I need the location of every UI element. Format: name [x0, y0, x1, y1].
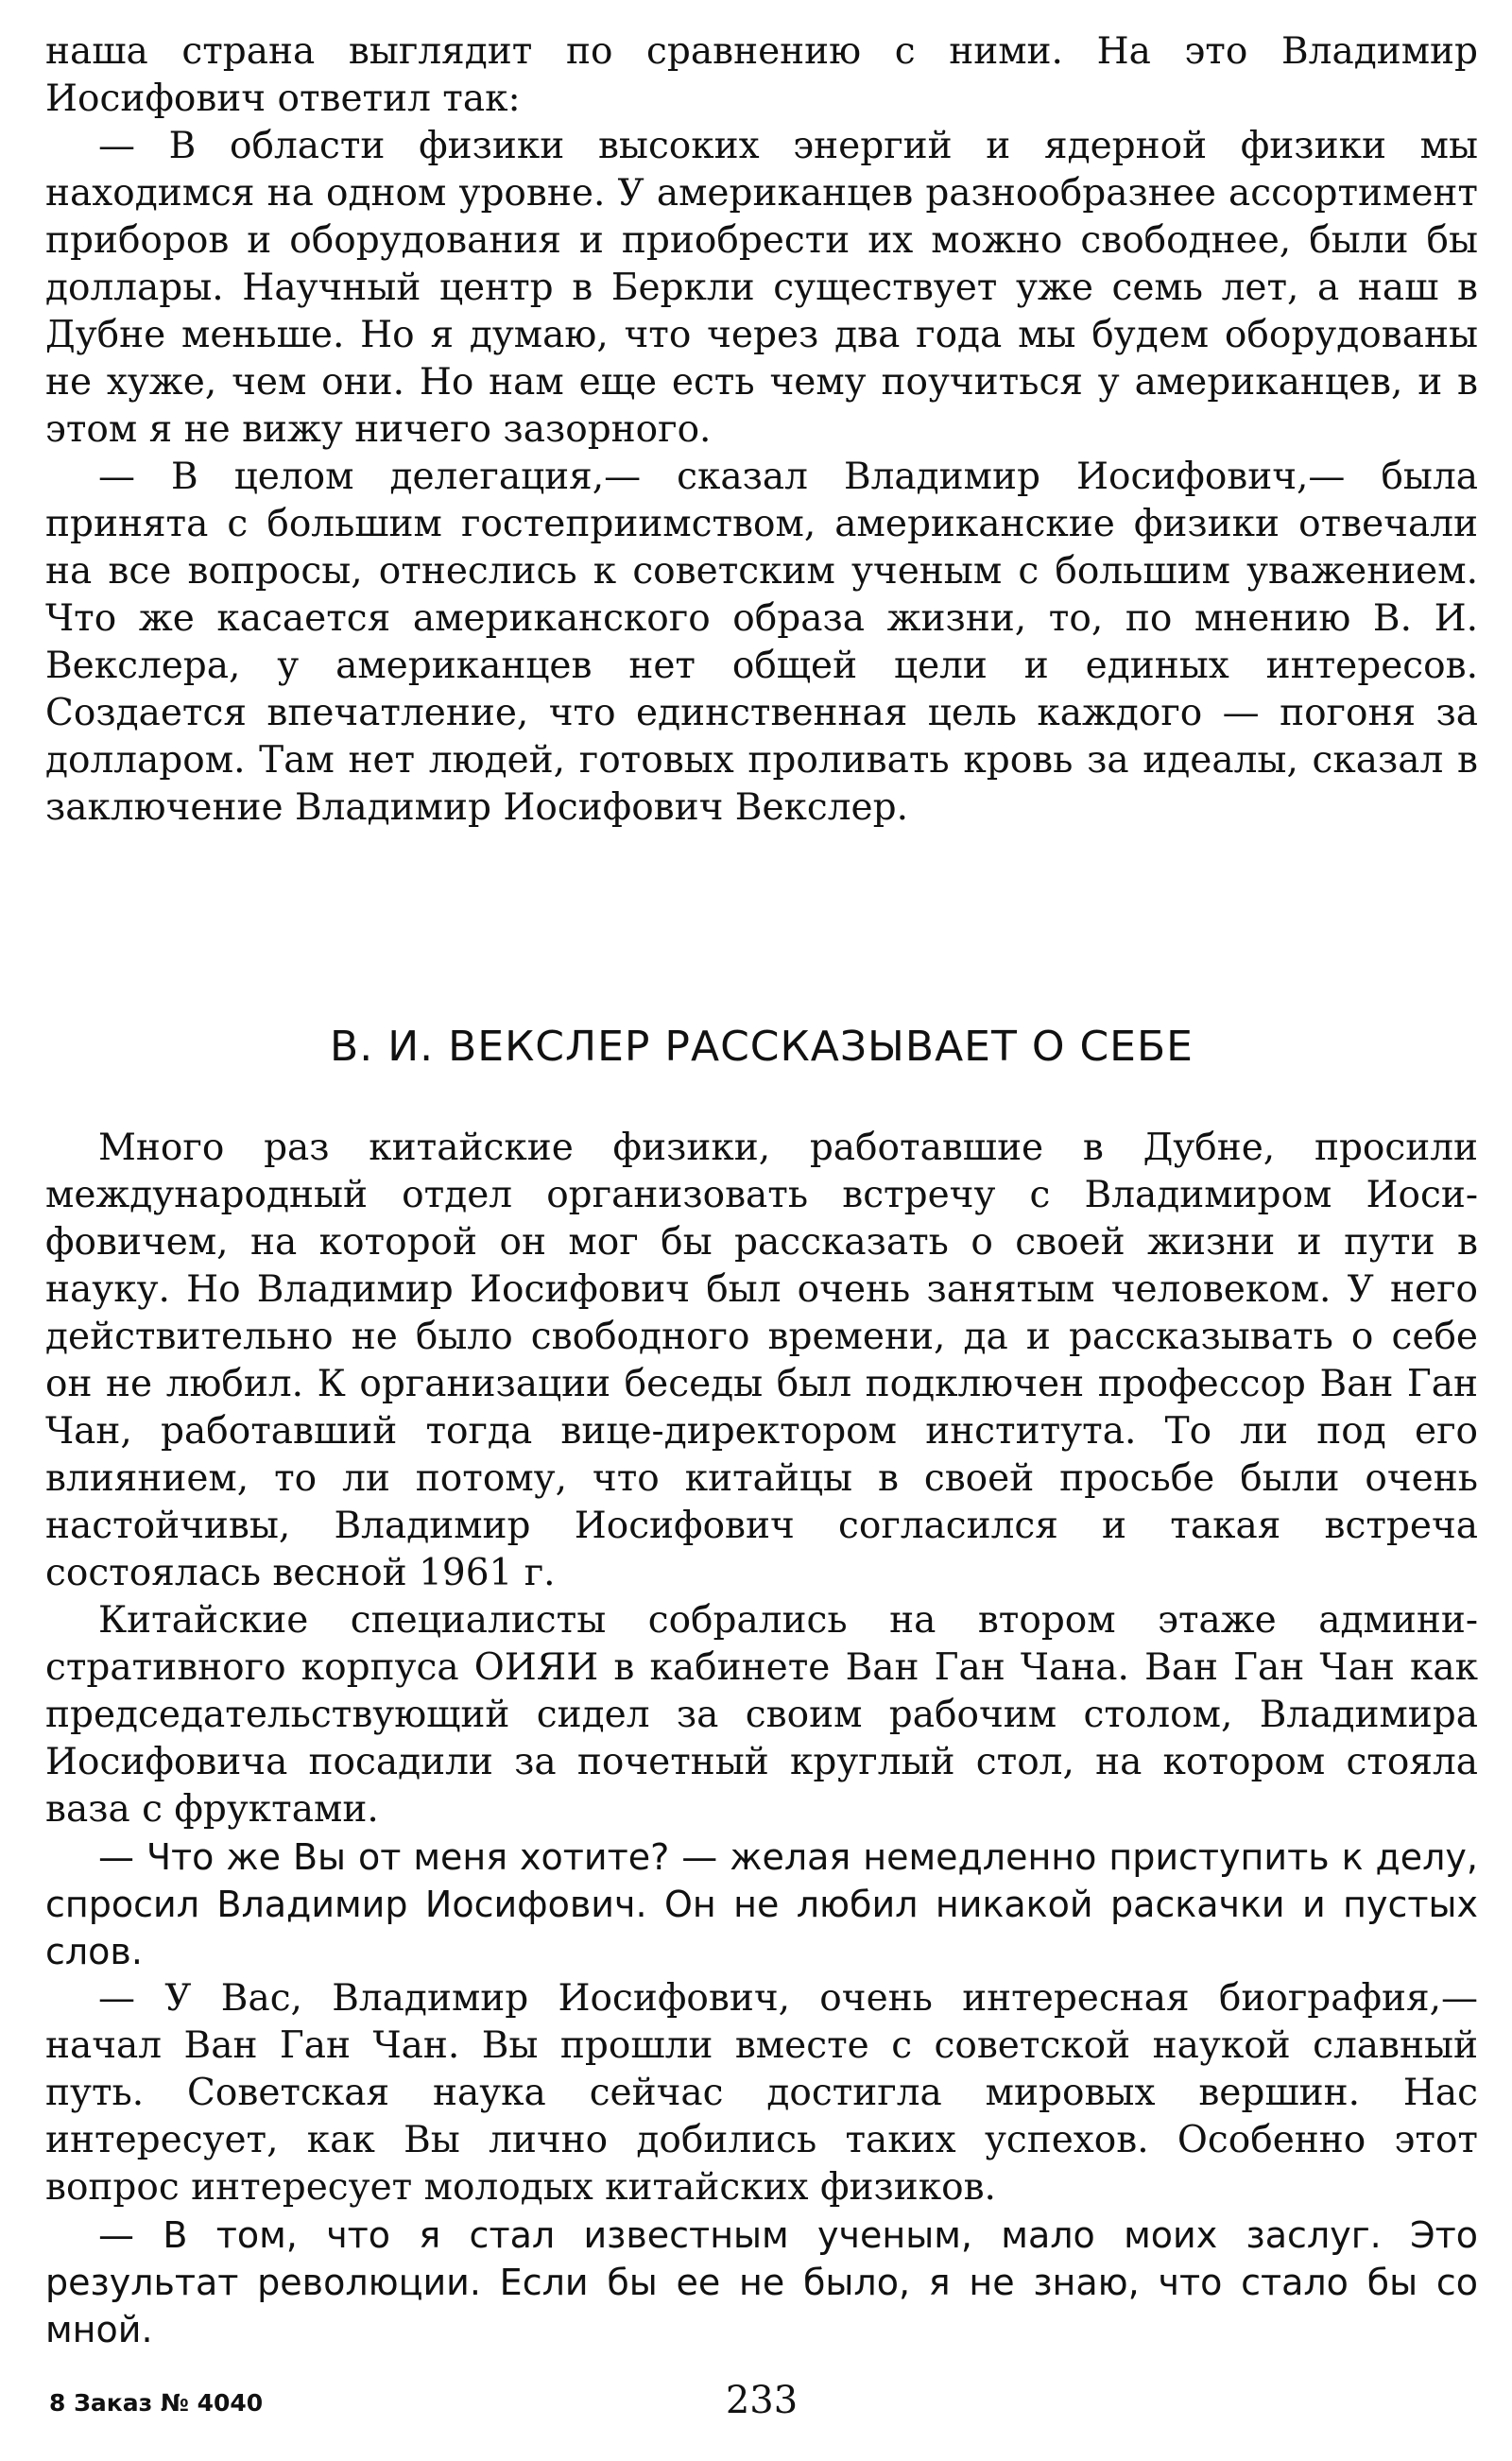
- printer-order-mark: 8 Заказ № 4040: [49, 2389, 264, 2417]
- section-text-block: [45, 1125, 1478, 2353]
- paragraph: — Что же Вы от меня хотите? — желая немедленно приступить к делу, спросил Владимир Иосифович. Он не любил никакой раскачки и пустых слов.: [45, 1836, 1478, 1972]
- continued-text-block: [45, 28, 1478, 832]
- paragraph: наша страна выглядит по сравнению с ними. На это Владимир Иосифович ответил так:: [45, 30, 1478, 120]
- paragraph: — У Вас, Владимир Иосифович, очень интересная биография,— начал Ван Ган Чан. Вы прошли вместе с советской наукой славный путь. Советская наука сейчас достигла мировых вершин. Нас интересует, как Вы лично добились таких успехов. Особенно этот вопрос интересует молодых китайских физиков.: [45, 1977, 1478, 2209]
- section-heading: В. И. ВЕКСЛЕР РАССКАЗЫВАЕТ О СЕБЕ: [330, 1023, 1194, 1071]
- page-number: 233: [725, 2379, 799, 2422]
- book-page: [45, 0, 1478, 2461]
- paragraph: — В области физики высоких энергий и ядерной физики мы находимся на одном уровне. У американцев разнообразнее ассортимент приборов и оборудования и приобрести их можно свободнее, были бы доллары. Научный центр в Беркли существует уже семь лет, а наш в Дубне меньше. Но я думаю, что через два года мы будем оборудованы не хуже, чем они. Но нам еще есть чему поучиться у американцев, и в этом я не вижу ничего зазорного.: [45, 125, 1478, 451]
- paragraph: — В том, что я стал известным ученым, мало моих заслуг. Это результат революции. Если бы ее не было, я не знаю, что стало бы со мной.: [45, 2214, 1478, 2350]
- paragraph: — В целом делегация,— сказал Владимир Иосифович,— была принята с большим гостеприимством, американские физики отвечали на все вопросы, отнеслись к советским ученым с большим уважением. Что же касается американского образа жизни, то, по мнению В. И. Векслера, у американцев нет общей цели и единых интересов. Создается впечатление, что единственная цель каждого — погоня за долларом. Там нет людей, готовых проливать кровь за идеалы, сказал в заключение Владимир Иосифович Векслер.: [45, 456, 1478, 829]
- paragraph: Много раз китайские физики, работавшие в Дубне, просили международный отдел организовать встречу с Владимиром Иосифовичем, на которой он мог бы рассказать о своей жизни и пути в науку. Но Владимир Иосифович был очень занятым человеком. У него действительно не было свободного времени, да и рассказывать о себе он не любил. К организации беседы был подключен профессор Ван Ган Чан, работавший тогда вице-директором института. То ли под его влиянием, то ли потому, что китайцы в своей просьбе были очень настойчивы, Владимир Иосифович согласился и такая встреча состоялась весной 1961 г.: [45, 1127, 1478, 1594]
- paragraph: Китайские специалисты собрались на втором этаже административного корпуса ОИЯИ в кабинете Ван Ган Чана. Ван Ган Чан как председательствующий сидел за своим рабочим столом, Владимира Иосифовича посадили за почетный круглый стол, на котором стояла ваза с фруктами.: [45, 1599, 1478, 1831]
